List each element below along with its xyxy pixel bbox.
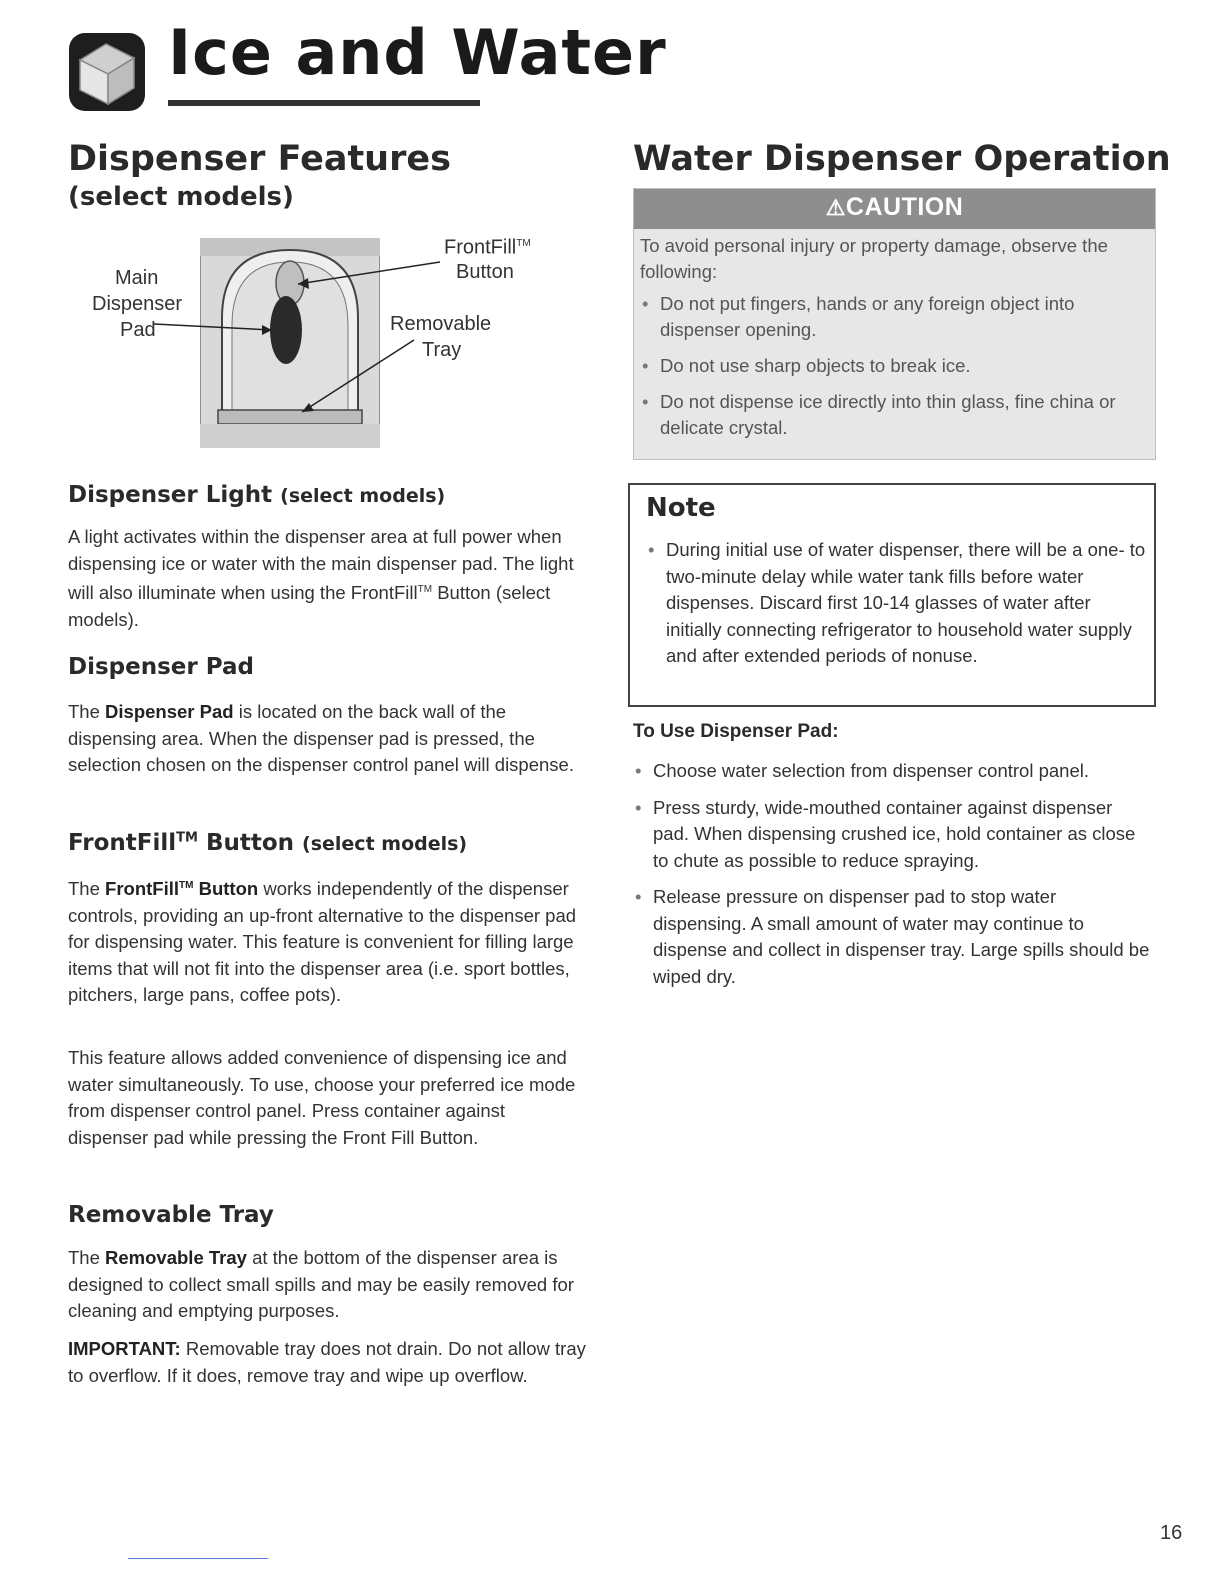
label-frontfill: FrontFill™	[444, 236, 531, 259]
caution-list	[640, 291, 1130, 451]
dispenser-pad-heading: Dispenser Pad	[68, 654, 254, 680]
footer-rule	[128, 1558, 268, 1559]
use-pad-list	[633, 758, 1153, 1000]
list-item: • Press sturdy, wide-mouthed container against dispenser pad. When dispensing crushed ice, hold container as close to chute as possible to reduce spraying.	[633, 795, 1153, 875]
label-dispenser: Dispenser	[92, 293, 183, 315]
label-button: Button	[456, 261, 514, 283]
label-removable: Removable	[390, 313, 492, 335]
list-item: • Choose water selection from dispenser control panel.	[633, 758, 1153, 785]
warning-triangle-icon: ⚠	[825, 195, 846, 220]
note-title: Note	[646, 493, 716, 523]
removable-tray-important: IMPORTANT: Removable tray does not drain. Do not allow tray to overflow. If it does, remove tray and wipe up overflow.	[68, 1338, 586, 1386]
list-item: • During initial use of water dispenser, there will be a one- to two-minute delay while water tank fills before water dispenses. Discard first 10-14 glasses of water after initially connecting refrigerator to household water supply and after extended periods of nonuse.	[646, 537, 1146, 670]
label-pad: Pad	[120, 319, 156, 341]
dispenser-light-heading: Dispenser Light (select models)	[68, 482, 446, 508]
removable-tray-body: The Removable Tray at the bottom of the dispenser area is designed to collect small spills and may be easily removed for cleaning and emptying purposes.	[68, 1247, 574, 1321]
list-item: • Do not dispense ice directly into thin glass, fine china or delicate crystal.	[640, 389, 1130, 441]
dispenser-light-body: A light activates within the dispenser area at full power when dispensing ice or water with the main dispenser pad. The light will also illuminate when using the FrontFill™ Button (select models).	[68, 526, 574, 630]
water-dispenser-operation-title: Water Dispenser Operation	[633, 139, 1171, 179]
note-list	[646, 537, 1146, 680]
frontfill-heading: FrontFill™ Button (select models)	[68, 830, 468, 856]
dispenser-pad-body: The Dispenser Pad is located on the back wall of the dispensing area. When the dispenser pad is pressed, the selection chosen on the dispenser control panel will dispense.	[68, 701, 574, 775]
caution-intro: To avoid personal injury or property damage, observe the following:	[640, 235, 1108, 282]
caution-title: ⚠CAUTION	[825, 193, 964, 221]
list-item: • Do not put fingers, hands or any foreign object into dispenser opening.	[640, 291, 1130, 343]
use-pad-heading: To Use Dispenser Pad:	[633, 721, 839, 742]
dispenser-features-title: Dispenser Features	[68, 139, 451, 179]
page-number: 16	[1160, 1522, 1183, 1544]
list-item: • Do not use sharp objects to break ice.	[640, 353, 1130, 379]
list-item: • Release pressure on dispenser pad to stop water dispensing. A small amount of water may continue to dispense and collect in dispenser tray. Large spills should be wiped dry.	[633, 884, 1153, 990]
page-header-title: Ice and Water	[168, 16, 667, 89]
frontfill-body-2: This feature allows added convenience of dispensing ice and water simultaneously. To use, choose your preferred ice mode from dispenser control panel. Press container against dispenser pad while pressing the Front Fill Button.	[68, 1047, 576, 1148]
frontfill-body: The FrontFill™ Button works independently of the dispenser controls, providing an up-front alternative to the dispenser pad for dispensing water. This feature is convenient for filling large items that will not fit into the dispenser area (i.e. sport bottles, pitchers, large pans, coffee pots).	[68, 878, 577, 1006]
label-main: Main	[115, 267, 159, 289]
label-tray: Tray	[422, 339, 462, 361]
removable-tray-heading: Removable Tray	[68, 1202, 274, 1228]
dispenser-features-subtitle: (select models)	[68, 182, 294, 212]
caution-box	[633, 188, 1156, 460]
note-box	[628, 483, 1156, 707]
